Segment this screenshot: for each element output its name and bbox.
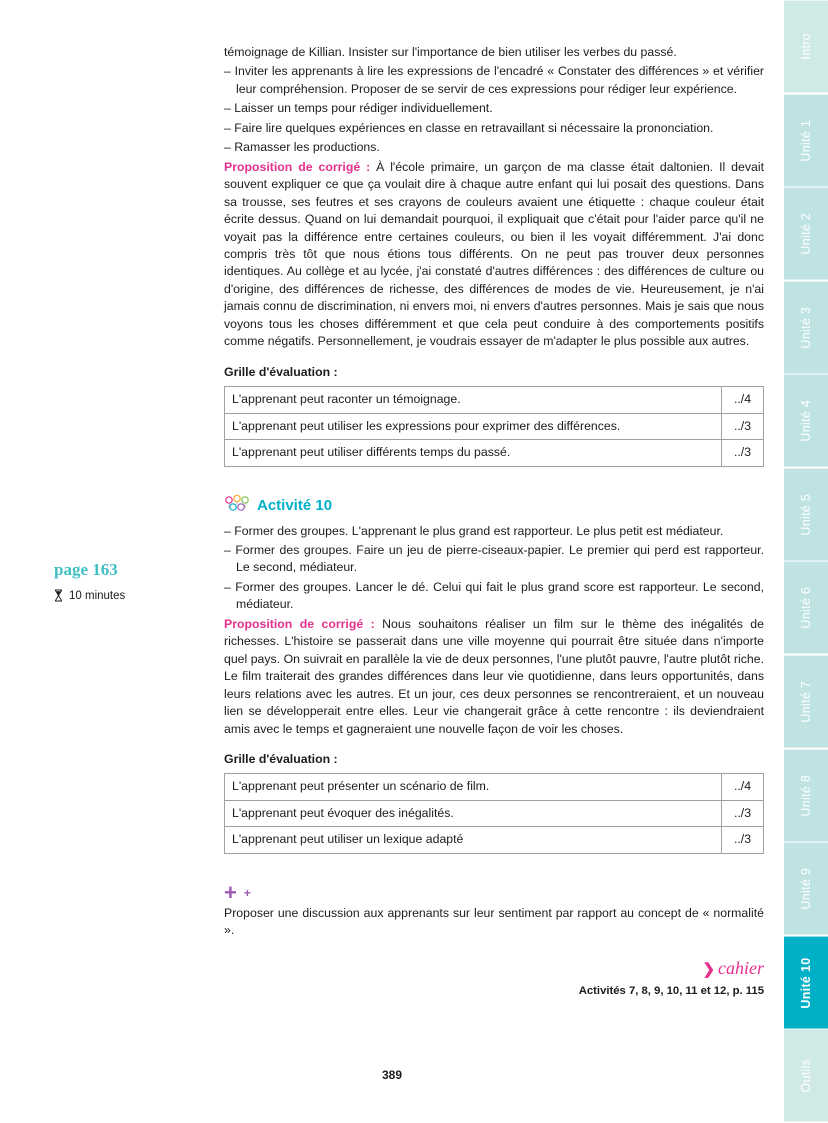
duration-label: 10 minutes	[69, 589, 126, 602]
duration-indicator	[54, 589, 206, 602]
tab-unite-2[interactable]: Unité 2	[784, 188, 828, 280]
criterion-cell: L'apprenant peut utiliser les expressions pour exprimer des différences.	[225, 413, 722, 439]
list-item: – Inviter les apprenants à lire les expressions de l'encadré « Constater des différences » et vérifier leur compréhension. Proposer de se servir de ces expressions pour rédiger leur expérience.	[224, 64, 764, 96]
tab-intro[interactable]: Intro	[784, 1, 828, 93]
evaluation-table-2	[224, 773, 764, 853]
main-content	[224, 44, 764, 999]
intro-line: témoignage de Killian. Insister sur l'importance de bien utiliser les verbes du passé.	[224, 45, 677, 59]
list-item: – Former des groupes. Faire un jeu de pierre-ciseaux-papier. Le premier qui perd est rapporteur. Le second, médiateur.	[224, 542, 764, 575]
tab-unite-3[interactable]: Unité 3	[784, 282, 828, 374]
score-cell: ../3	[722, 440, 764, 466]
grille-title-2: Grille d'évaluation :	[224, 751, 338, 766]
page-reference: page 163	[54, 560, 118, 579]
cahier-line	[224, 956, 764, 982]
tab-outils[interactable]: Outils	[784, 1030, 828, 1122]
score-cell: ../4	[722, 387, 764, 413]
list-item: – Former des groupes. L'apprenant le plus grand est rapporteur. Le plus petit est médiateur.	[224, 523, 724, 538]
activity-instruction-list	[224, 523, 764, 614]
proposition-text: À l'école primaire, un garçon de ma classe était daltonien. Il devait souvent expliquer ce que ça voulait dire à chaque autre enfant qui lui posait des questions. Dans sa trousse, ses feutres et ses crayons de couleurs avaient une étiquette : chaque couleur était écrite dessus. Quand on lui demandait pourquoi, il expliquait que c'était pour l'aider parce qu'il ne voyait pas la différence entre certaines couleurs, ou bien il les voyait différemment. J'ai donc compris très tôt que nous étions tous différents. On ne peut pas trouver deux personnes identiques. Au collège et au lycée, j'ai constaté d'autres différences : des différences de culture ou d'origine, des différences de richesse, des différences de modes de vie. Heureusement, je n'ai jamais connu de discrimination, ni envers moi, ni envers d'autres personnes. Mais je sais que nous voyons tous les choses différemment et que cela peut conduire à des comportements positifs comme négatifs. Personnellement, je voudrais essayer de m'adapter le plus possible aux autres.	[224, 159, 764, 349]
evaluation-table-1	[224, 386, 764, 466]
score-cell: ../4	[722, 774, 764, 800]
tab-unite-9[interactable]: Unité 9	[784, 843, 828, 935]
plus-section-text: Proposer une discussion aux apprenants sur leur sentiment par rapport au concept de « normalité ».	[224, 905, 764, 938]
list-item: – Faire lire quelques expériences en classe en retravaillant si nécessaire la prononciation.	[224, 120, 714, 135]
criterion-cell: L'apprenant peut évoquer des inégalités.	[225, 800, 722, 826]
tab-unite-5[interactable]: Unité 5	[784, 469, 828, 561]
page-number: 389	[381, 1068, 403, 1082]
grille-title-1: Grille d'évaluation :	[224, 364, 338, 379]
table-row	[225, 800, 764, 826]
list-item: – Laisser un temps pour rédiger individuellement.	[224, 101, 493, 116]
criterion-cell: L'apprenant peut présenter un scénario de film.	[225, 774, 722, 800]
list-item: – Former des groupes. Lancer le dé. Celui qui fait le plus grand score est rapporteur. Le second, médiateur.	[224, 579, 764, 612]
plus-marker	[224, 879, 764, 905]
plus-small-icon: +	[243, 885, 251, 900]
score-cell: ../3	[722, 413, 764, 439]
hourglass-icon	[54, 589, 63, 602]
group-activity-icon	[224, 495, 250, 517]
criterion-cell: L'apprenant peut utiliser différents temps du passé.	[225, 440, 722, 466]
tab-unite-1[interactable]: Unité 1	[784, 95, 828, 187]
list-item: – Ramasser les productions.	[224, 140, 380, 155]
plus-icon: +	[224, 879, 237, 905]
unit-tab-rail	[784, 0, 828, 1123]
table-row	[225, 413, 764, 439]
tab-unite-10[interactable]: Unité 10	[784, 937, 828, 1029]
proposition-text: Nous souhaitons réaliser un film sur le thème des inégalités de richesses. L'histoire se passerait dans une ville moyenne qui pourrait être située dans n'importe quel pays. On suivrait en parallèle la vie de deux personnes, l'une plutôt pauvre, l'autre plutôt riche. Le film traiterait des grandes différences dans leur vie quotidienne, dans leurs opportunités, dans leurs relations avec les autres. Et un jour, ces deux personnes se rencontreraient, et un nouveau lien se développerait entre elles. Leur vie changerait grâce à cette rencontre : ils deviendraient amis avec le temps et gagneraient une nouvelle façon de voir les choses.	[224, 616, 764, 736]
proposition-label: Proposition de corrigé :	[224, 159, 371, 174]
margin-column	[36, 560, 206, 602]
proposition-corrige-1	[224, 159, 764, 351]
table-row	[225, 440, 764, 466]
cahier-reference	[224, 956, 764, 1000]
table-row	[225, 387, 764, 413]
score-cell: ../3	[722, 827, 764, 853]
proposition-label: Proposition de corrigé :	[224, 616, 375, 631]
cahier-activities: Activités 7, 8, 9, 10, 11 et 12, p. 115	[578, 985, 764, 998]
tab-unite-4[interactable]: Unité 4	[784, 375, 828, 467]
cahier-label: cahier	[718, 957, 764, 978]
tab-unite-7[interactable]: Unité 7	[784, 656, 828, 748]
tab-unite-6[interactable]: Unité 6	[784, 562, 828, 654]
score-cell: ../3	[722, 800, 764, 826]
proposition-corrige-2	[224, 616, 764, 738]
tab-unite-8[interactable]: Unité 8	[784, 750, 828, 842]
arrow-right-icon: ❯	[702, 960, 716, 978]
top-instruction-list	[224, 63, 764, 156]
criterion-cell: L'apprenant peut utiliser un lexique adapté	[225, 827, 722, 853]
criterion-cell: L'apprenant peut raconter un témoignage.	[225, 387, 722, 413]
activity-title: Activité 10	[257, 496, 333, 514]
table-row	[225, 827, 764, 853]
table-row	[225, 774, 764, 800]
activity-heading	[224, 495, 764, 517]
